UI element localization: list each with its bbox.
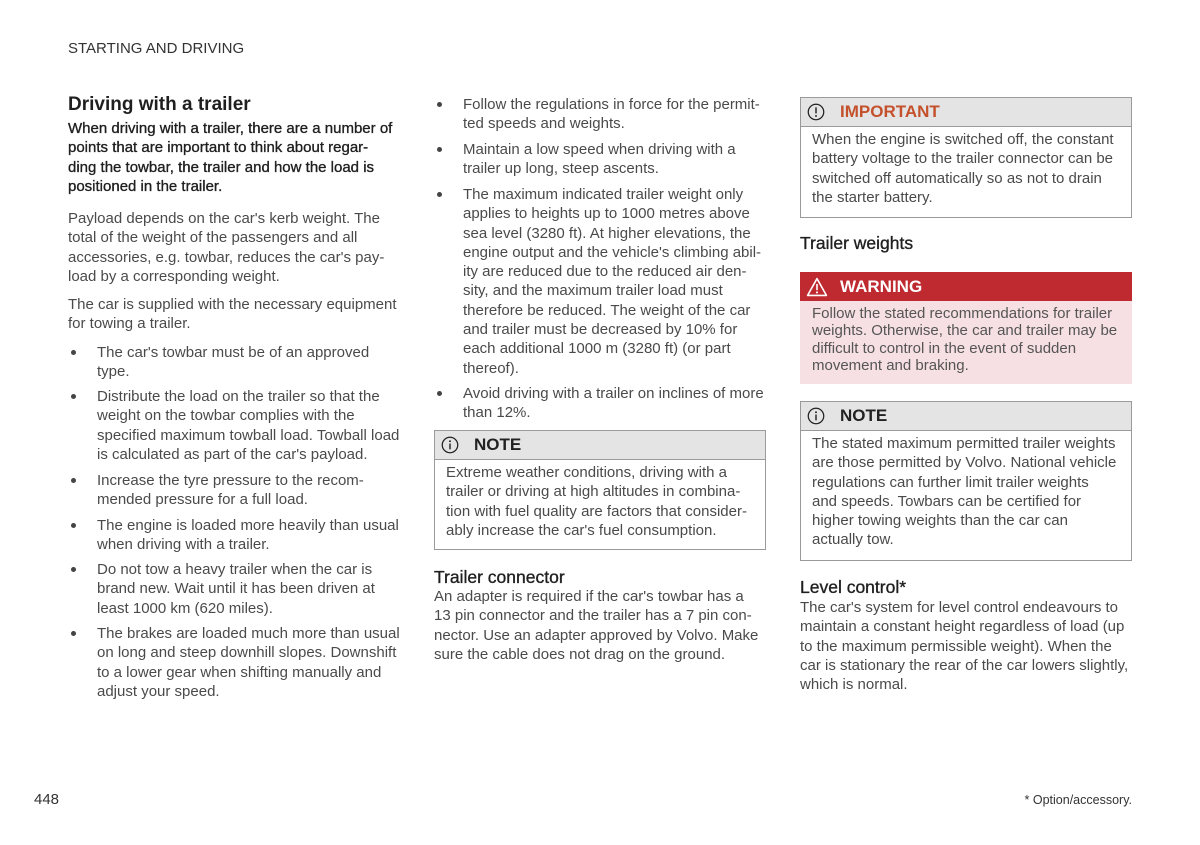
important-label: IMPORTANT (840, 102, 940, 121)
text-line: trailer or driving at high altitudes in combina- (446, 483, 741, 501)
bullet-text (463, 185, 761, 378)
important-box-header (801, 98, 1131, 127)
text-line: positioned in the trailer. (68, 177, 223, 195)
text-line: ably increase the car's fuel consumption. (446, 521, 717, 539)
text-line: tion with fuel quality are factors that consider- (446, 502, 747, 520)
text-line: Increase the tyre pressure to the recom- (97, 472, 364, 489)
bullet-dot (437, 192, 442, 197)
bullet-text (463, 140, 736, 179)
text-line: trailer up long, steep ascents. (463, 160, 659, 178)
intro-paragraph (68, 119, 392, 196)
text-line: An adapter is required if the car's towbar has a (434, 588, 744, 605)
equipment-paragraph (68, 295, 397, 334)
note-label: NOTE (840, 406, 888, 425)
section-header: STARTING AND DRIVING (68, 40, 245, 57)
text-line: load by a corresponding weight. (68, 267, 280, 285)
text-line: to a lower gear when shifting manually and (97, 663, 382, 681)
warning-triangle-icon (806, 277, 828, 297)
text-line: mended pressure for a full load. (97, 491, 308, 509)
text-line: regulations can further limit trailer weights (812, 473, 1089, 491)
bullet-item (68, 471, 364, 510)
text-line: The car's towbar must be of an approved (97, 344, 370, 361)
text-line: battery voltage to the trailer connector can be (812, 150, 1114, 168)
bullet-text (97, 387, 399, 464)
text-line: Extreme weather conditions, driving with a (446, 464, 727, 481)
text-line: ding the towbar, the trailer and how the load is (68, 158, 375, 176)
text-line: each additional 1000 m (3280 ft) (or part (463, 340, 731, 358)
text-line: Avoid driving with a trailer on inclines of more (463, 385, 764, 402)
text-line: accessories, e.g. towbar, reduces the car's pay- (68, 248, 385, 266)
text-line: points that are important to think about regar- (68, 139, 369, 157)
bullet-dot (437, 391, 442, 396)
text-line: engine output and the vehicle's climbing abil- (463, 243, 762, 261)
text-line: Follow the stated recommendations for trailer (812, 305, 1113, 322)
text-line: sea level (3280 ft). At higher elevations, the (463, 224, 751, 242)
note-box-header (801, 402, 1131, 431)
bullet-item (434, 140, 736, 179)
bullet-item (68, 387, 399, 464)
text-line: for towing a trailer. (68, 315, 191, 333)
bullet-dot (437, 102, 442, 107)
note-box (434, 430, 766, 550)
level-control-heading: Level control* (800, 577, 907, 597)
text-line: Distribute the load on the trailer so that the (97, 388, 380, 405)
text-line: higher towing weights than the car can (812, 512, 1068, 530)
bullet-text (97, 471, 364, 510)
text-line: least 1000 km (620 miles). (97, 599, 273, 617)
text-line: thereof). (463, 359, 519, 377)
text-line: actually tow. (812, 531, 894, 549)
bullet-item (68, 516, 399, 555)
warning-box-header (800, 272, 1132, 301)
trailer-weights-heading: Trailer weights (800, 233, 914, 253)
text-line: applies to heights up to 1000 metres above (463, 205, 750, 223)
bullet-text (97, 624, 400, 701)
bullet-item (434, 95, 760, 134)
bullet-text (97, 343, 369, 382)
text-line: and speeds. Towbars can be certified for (812, 492, 1082, 510)
text-line: Do not tow a heavy trailer when the car is (97, 561, 373, 578)
bullet-dot (71, 478, 76, 483)
page-number: 448 (34, 791, 60, 808)
text-line: type. (97, 363, 130, 381)
page-title: Driving with a trailer (68, 94, 251, 115)
note-box-header (435, 431, 765, 460)
bullet-text (463, 384, 764, 423)
text-line: sure the cable does not drag on the ground. (434, 645, 726, 663)
text-line: movement and braking. (812, 357, 969, 375)
bullet-dot (71, 523, 76, 528)
text-line: nector. Use an adapter approved by Volvo. Make (434, 626, 759, 644)
text-line: therefore be reduced. The weight of the car (463, 301, 751, 319)
note-label: NOTE (474, 435, 522, 454)
level-control-paragraph (800, 598, 1128, 694)
footnote: * Option/accessory. (1024, 793, 1132, 807)
note-text (801, 431, 1131, 550)
text-line: sity, and the maximum trailer load must (463, 282, 723, 300)
text-line: When the engine is switched off, the constant (812, 131, 1114, 148)
text-line: The car is supplied with the necessary equipment (68, 296, 397, 313)
payload-paragraph (68, 209, 384, 286)
text-line: switched off automatically so as not to drain (812, 169, 1102, 187)
text-line: The stated maximum permitted trailer weights (812, 435, 1116, 452)
bullet-text (97, 560, 375, 618)
bullet-text (463, 95, 760, 134)
text-line: total of the weight of the passengers and all (68, 229, 358, 247)
text-line: and trailer must be decreased by 10% for (463, 321, 738, 339)
text-line: maintain a constant height regardless of load (up (800, 618, 1125, 636)
text-line: car is stationary the rear of the car lowers slightly, (800, 656, 1129, 674)
important-box (800, 97, 1132, 218)
text-line: is calculated as part of the car's payload. (97, 445, 368, 463)
note-box (800, 401, 1132, 561)
text-line: The brakes are loaded much more than usual (97, 625, 400, 642)
trailer-connector-heading: Trailer connector (434, 567, 565, 587)
warning-label: WARNING (840, 277, 923, 296)
text-line: difficult to control in the event of sudden (812, 339, 1077, 357)
text-line: Maintain a low speed when driving with a (463, 141, 736, 158)
text-line: specified maximum towball load. Towball load (97, 426, 400, 444)
exclamation-circle-icon (807, 103, 825, 121)
text-line: to the maximum permissible weight). When the (800, 637, 1112, 655)
text-line: brand new. Wait until it has been driven at (97, 580, 375, 598)
bullet-dot (437, 147, 442, 152)
bullet-text (97, 516, 399, 555)
text-line: The car's system for level control endeavours to (800, 599, 1119, 616)
text-line: weights. Otherwise, the car and trailer may be (812, 322, 1118, 340)
text-line: 13 pin connector and the trailer has a 7 pin con- (434, 607, 752, 625)
warning-box (800, 272, 1132, 384)
bullet-dot (71, 631, 76, 636)
text-line: the starter battery. (812, 188, 933, 206)
text-line: Payload depends on the car's kerb weight. The (68, 210, 380, 227)
bullet-item (434, 185, 761, 378)
important-text (801, 127, 1131, 207)
text-line: which is normal. (800, 676, 908, 694)
bullet-item (68, 624, 400, 701)
bullet-item (434, 384, 764, 423)
bullet-dot (71, 350, 76, 355)
text-line: weight on the towbar complies with the (97, 407, 355, 425)
bullet-item (68, 343, 369, 382)
text-line: ity are reduced due to the reduced air den- (463, 263, 747, 281)
text-line: Follow the regulations in force for the permit- (463, 96, 760, 113)
info-icon (441, 436, 459, 454)
trailer-connector-paragraph (434, 587, 758, 664)
note-text (435, 460, 765, 540)
text-line: ted speeds and weights. (463, 115, 625, 133)
text-line: The maximum indicated trailer weight only (463, 186, 744, 203)
text-line: when driving with a trailer. (97, 536, 270, 554)
text-line: adjust your speed. (97, 682, 220, 700)
text-line: on long and steep downhill slopes. Downshift (97, 644, 397, 662)
bullet-dot (71, 567, 76, 572)
text-line: The engine is loaded more heavily than usual (97, 517, 399, 534)
info-icon (807, 407, 825, 425)
warning-text (800, 301, 1132, 375)
bullet-dot (71, 394, 76, 399)
bullet-item (68, 560, 375, 618)
text-line: than 12%. (463, 404, 531, 422)
text-line: When driving with a trailer, there are a number of (68, 120, 393, 137)
text-line: are those permitted by Volvo. National vehicle (812, 454, 1117, 472)
